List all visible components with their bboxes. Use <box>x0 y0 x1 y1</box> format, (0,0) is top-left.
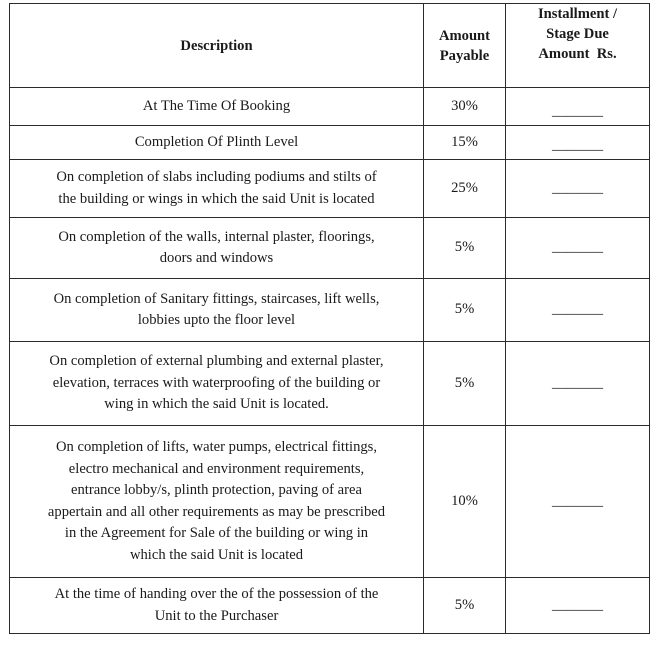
row-installment-blank: _______ <box>506 88 650 126</box>
description-line: At the time of handing over the of the possession of the <box>54 586 379 602</box>
header-amount-payable <box>424 4 506 88</box>
description-line: lobbies upto the floor level <box>137 312 296 328</box>
row-amount: 5% <box>424 578 506 634</box>
description-line: On completion of Sanitary fittings, staircases, lift wells, <box>53 290 380 307</box>
description-line: in the Agreement for Sale of the building or wing in <box>64 525 369 541</box>
row-description <box>10 126 424 160</box>
description-line: Completion Of Plinth Level <box>134 133 299 150</box>
table-row <box>10 342 650 426</box>
row-amount: 10% <box>424 426 506 578</box>
header-installment-line: Amount Rs. <box>538 46 617 62</box>
header-installment <box>506 4 650 88</box>
description-line: doors and windows <box>159 250 274 266</box>
row-description <box>10 88 424 126</box>
row-description <box>10 578 424 634</box>
header-installment-line: Installment / <box>537 6 618 22</box>
description-line: On completion of lifts, water pumps, electrical fittings, <box>56 439 377 455</box>
row-amount: 25% <box>424 160 506 218</box>
row-amount: 5% <box>424 342 506 426</box>
row-amount: 5% <box>424 218 506 279</box>
description-line: On completion of external plumbing and external plaster, <box>49 353 384 370</box>
row-description <box>10 160 424 218</box>
description-line: Unit to the Purchaser <box>154 607 279 624</box>
row-amount: 15% <box>424 126 506 160</box>
row-installment-blank: _______ <box>506 126 650 160</box>
row-installment-blank: _______ <box>506 342 650 426</box>
row-installment-blank: _______ <box>506 578 650 634</box>
description-line: On completion of the walls, internal plaster, floorings, <box>58 228 375 245</box>
row-amount: 5% <box>424 279 506 342</box>
header-installment-line: Stage Due <box>546 26 609 42</box>
description-line: appertain and all other requirements as may be prescribed <box>47 503 386 520</box>
table-row <box>10 279 650 342</box>
table-row <box>10 426 650 578</box>
header-amount-line: Payable <box>439 47 490 64</box>
row-installment-blank: _______ <box>506 426 650 578</box>
description-line: wing in which the said Unit is located. <box>104 396 329 413</box>
row-description <box>10 342 424 426</box>
description-line: which the said Unit is located <box>129 546 304 563</box>
description-line: entrance lobby/s, plinth protection, paving of area <box>71 482 362 498</box>
row-installment-blank: _______ <box>506 218 650 279</box>
payment-schedule-table <box>9 3 650 634</box>
header-amount-line: Amount <box>438 27 491 44</box>
description-line: On completion of slabs including podiums and stilts of <box>56 169 377 185</box>
description-line: At The Time Of Booking <box>142 97 291 114</box>
row-description <box>10 279 424 342</box>
header-description: Description <box>10 4 424 88</box>
row-installment-blank: _______ <box>506 279 650 342</box>
table-row <box>10 88 650 126</box>
description-line: the building or wings in which the said Unit is located <box>58 190 375 207</box>
table-row <box>10 218 650 279</box>
row-installment-blank: _______ <box>506 160 650 218</box>
row-description <box>10 218 424 279</box>
description-line: elevation, terraces with waterproofing of the building or <box>52 374 381 391</box>
row-amount: 30% <box>424 88 506 126</box>
table-row <box>10 160 650 218</box>
table-row <box>10 126 650 160</box>
row-description <box>10 426 424 578</box>
description-line: electro mechanical and environment requirements, <box>68 460 365 477</box>
header-row <box>10 4 650 88</box>
table-row <box>10 578 650 634</box>
